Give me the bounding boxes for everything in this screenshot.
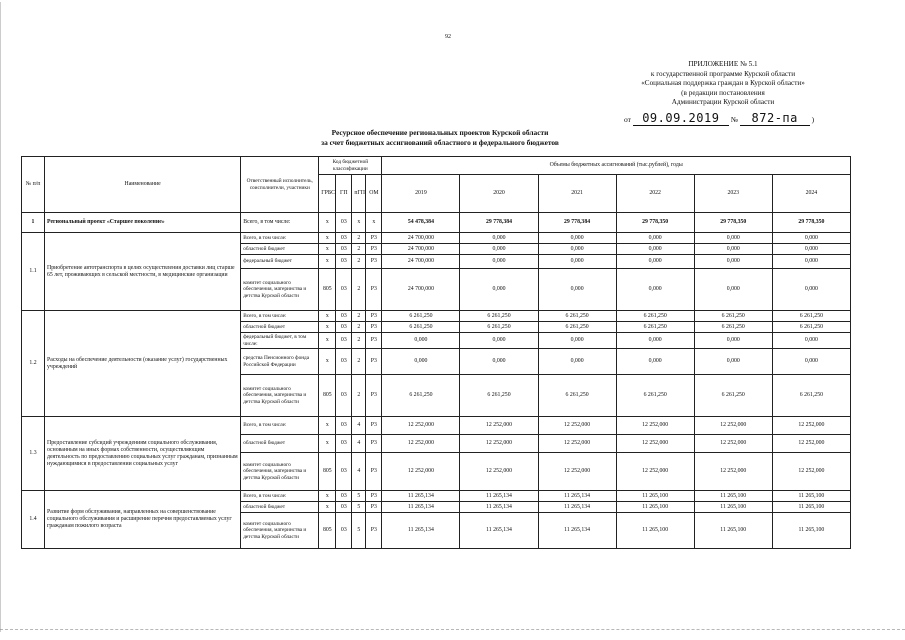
item-value: 0,000 bbox=[538, 255, 616, 269]
item-responsible: Всего, в том числе: bbox=[241, 417, 319, 435]
item-value: 6 261,250 bbox=[538, 322, 616, 333]
scan-edge-line bbox=[0, 2, 4, 632]
item-value: 0,000 bbox=[460, 269, 538, 311]
item-code: x bbox=[319, 322, 336, 333]
item-value: 11 265,100 bbox=[772, 491, 850, 502]
item-code: 2 bbox=[352, 349, 366, 375]
item-value: 6 261,250 bbox=[616, 311, 694, 322]
item-value: 11 265,134 bbox=[460, 491, 538, 502]
item-code: 03 bbox=[336, 269, 352, 311]
project-code: 03 bbox=[336, 213, 352, 233]
item-value: 12 252,000 bbox=[460, 417, 538, 435]
item-value: 11 265,134 bbox=[382, 513, 460, 549]
item-code: x bbox=[319, 244, 336, 255]
item-responsible: областной бюджет bbox=[241, 502, 319, 513]
item-responsible: областной бюджет bbox=[241, 435, 319, 453]
item-value: 12 252,000 bbox=[460, 435, 538, 453]
item-value: 0,000 bbox=[616, 269, 694, 311]
project-value: 29 778,384 bbox=[538, 213, 616, 233]
item-responsible: комитет социального обеспечения, материнства и детства Курской области bbox=[241, 453, 319, 491]
item-value: 11 265,134 bbox=[538, 491, 616, 502]
item-value: 12 252,000 bbox=[616, 435, 694, 453]
item-value: 0,000 bbox=[460, 244, 538, 255]
item-code: x bbox=[319, 491, 336, 502]
item-num: 1.3 bbox=[22, 417, 45, 491]
item-value: 11 265,100 bbox=[616, 491, 694, 502]
item-code: P3 bbox=[366, 255, 382, 269]
table-row bbox=[22, 417, 851, 435]
item-value: 0,000 bbox=[616, 333, 694, 349]
item-code: 805 bbox=[319, 269, 336, 311]
item-value: 0,000 bbox=[616, 349, 694, 375]
item-code: P3 bbox=[366, 311, 382, 322]
header-code-om: ОМ bbox=[366, 175, 382, 213]
item-value: 11 265,100 bbox=[772, 502, 850, 513]
item-value: 6 261,250 bbox=[772, 322, 850, 333]
order-from-label: от bbox=[624, 115, 631, 124]
appendix-line: к государственной программе Курской области bbox=[650, 69, 796, 78]
item-value: 0,000 bbox=[382, 333, 460, 349]
table-row bbox=[22, 311, 851, 322]
item-code: 03 bbox=[336, 453, 352, 491]
item-num: 1.2 bbox=[22, 311, 45, 417]
item-code: 2 bbox=[352, 269, 366, 311]
document-title-line: Ресурсное обеспечение региональных проектов Курской области bbox=[331, 128, 549, 137]
item-value: 0,000 bbox=[694, 244, 772, 255]
item-value: 0,000 bbox=[538, 349, 616, 375]
item-value: 6 261,250 bbox=[694, 375, 772, 417]
item-code: 805 bbox=[319, 513, 336, 549]
item-responsible: комитет социального обеспечения, материнства и детства Курской области bbox=[241, 513, 319, 549]
item-value: 6 261,250 bbox=[694, 322, 772, 333]
item-value: 0,000 bbox=[616, 233, 694, 244]
document-title-line: за счет бюджетных ассигнований областного и федерального бюджетов bbox=[321, 137, 559, 147]
item-value: 12 252,000 bbox=[382, 417, 460, 435]
item-code: P3 bbox=[366, 453, 382, 491]
header-name: Наименование bbox=[45, 157, 241, 213]
item-value: 0,000 bbox=[460, 233, 538, 244]
appendix-header bbox=[598, 60, 848, 108]
item-value: 0,000 bbox=[382, 349, 460, 375]
item-code: P3 bbox=[366, 322, 382, 333]
project-value: 54 478,384 bbox=[382, 213, 460, 233]
item-code: P3 bbox=[366, 333, 382, 349]
item-code: 03 bbox=[336, 255, 352, 269]
item-code: 03 bbox=[336, 349, 352, 375]
item-responsible: Всего, в том числе: bbox=[241, 233, 319, 244]
header-year: 2024 bbox=[772, 175, 850, 213]
item-code: 2 bbox=[352, 311, 366, 322]
item-code: 2 bbox=[352, 244, 366, 255]
item-code: 03 bbox=[336, 333, 352, 349]
item-value: 0,000 bbox=[694, 349, 772, 375]
item-value: 6 261,250 bbox=[382, 375, 460, 417]
item-value: 0,000 bbox=[616, 255, 694, 269]
order-number: 872-па bbox=[751, 111, 798, 125]
item-value: 24 700,000 bbox=[382, 233, 460, 244]
item-value: 6 261,250 bbox=[460, 322, 538, 333]
item-value: 6 261,250 bbox=[382, 311, 460, 322]
item-value: 12 252,000 bbox=[694, 435, 772, 453]
item-code: x bbox=[319, 349, 336, 375]
item-code: P3 bbox=[366, 435, 382, 453]
item-value: 12 252,000 bbox=[616, 417, 694, 435]
item-value: 12 252,000 bbox=[772, 417, 850, 435]
item-value: 24 700,000 bbox=[382, 255, 460, 269]
item-value: 11 265,134 bbox=[382, 502, 460, 513]
item-code: 4 bbox=[352, 417, 366, 435]
item-value: 0,000 bbox=[694, 233, 772, 244]
item-value: 11 265,100 bbox=[694, 513, 772, 549]
item-code: P3 bbox=[366, 269, 382, 311]
appendix-line: «Социальная поддержка граждан в Курской области» bbox=[641, 79, 805, 88]
item-name: Предоставление субсидий учреждениям социального обслуживания, основанным на иных формах собственности, осуществляющим деятельность по предоставлению социальных услуг гражданам, признанным нуждающимися в предоставлении социальных услуг bbox=[45, 417, 241, 491]
item-responsible: областной бюджет bbox=[241, 322, 319, 333]
item-value: 12 252,000 bbox=[382, 453, 460, 491]
item-code: P3 bbox=[366, 375, 382, 417]
item-code: x bbox=[319, 311, 336, 322]
item-code: x bbox=[319, 417, 336, 435]
item-code: x bbox=[319, 233, 336, 244]
item-value: 12 252,000 bbox=[382, 435, 460, 453]
project-value: 29 778,384 bbox=[460, 213, 538, 233]
header-responsible: Ответственный исполнитель, соисполнители, участники bbox=[241, 157, 319, 213]
item-value: 0,000 bbox=[694, 269, 772, 311]
project-num: 1 bbox=[22, 213, 45, 233]
item-code: 03 bbox=[336, 375, 352, 417]
item-code: 2 bbox=[352, 322, 366, 333]
header-year: 2020 bbox=[460, 175, 538, 213]
item-responsible: федеральный бюджет bbox=[241, 255, 319, 269]
item-value: 0,000 bbox=[772, 233, 850, 244]
item-code: 03 bbox=[336, 244, 352, 255]
item-value: 12 252,000 bbox=[616, 453, 694, 491]
item-code: 2 bbox=[352, 233, 366, 244]
item-code: 4 bbox=[352, 435, 366, 453]
item-value: 0,000 bbox=[616, 244, 694, 255]
item-value: 11 265,134 bbox=[460, 513, 538, 549]
item-code: x bbox=[319, 333, 336, 349]
item-responsible: комитет социального обеспечения, материнства и детства Курской области bbox=[241, 269, 319, 311]
item-code: 03 bbox=[336, 322, 352, 333]
item-code: P3 bbox=[366, 244, 382, 255]
item-code: 03 bbox=[336, 417, 352, 435]
item-value: 0,000 bbox=[538, 269, 616, 311]
item-code: 2 bbox=[352, 255, 366, 269]
item-value: 0,000 bbox=[772, 269, 850, 311]
scan-footer-line bbox=[0, 629, 905, 630]
item-code: x bbox=[319, 502, 336, 513]
appendix-line: Администрации Курской области bbox=[671, 98, 775, 107]
item-code: 03 bbox=[336, 502, 352, 513]
table-row bbox=[22, 233, 851, 244]
item-value: 6 261,250 bbox=[772, 375, 850, 417]
table-row bbox=[22, 491, 851, 502]
order-number-label: № bbox=[730, 115, 738, 124]
item-value: 6 261,250 bbox=[616, 322, 694, 333]
item-value: 6 261,250 bbox=[538, 375, 616, 417]
item-value: 6 261,250 bbox=[772, 311, 850, 322]
item-value: 11 265,134 bbox=[460, 502, 538, 513]
item-code: P3 bbox=[366, 491, 382, 502]
project-resp: Всего, в том числе: bbox=[241, 213, 319, 233]
appendix-line: (в редакции постановления bbox=[681, 88, 765, 97]
item-code: 5 bbox=[352, 502, 366, 513]
order-close-paren: ) bbox=[811, 115, 815, 124]
item-value: 0,000 bbox=[460, 255, 538, 269]
item-value: 24 700,000 bbox=[382, 269, 460, 311]
item-responsible: федеральный бюджет, в том числе: bbox=[241, 333, 319, 349]
item-code: x bbox=[319, 435, 336, 453]
item-value: 12 252,000 bbox=[772, 435, 850, 453]
item-code: 03 bbox=[336, 513, 352, 549]
item-num: 1.4 bbox=[22, 491, 45, 549]
header-year: 2022 bbox=[616, 175, 694, 213]
item-value: 0,000 bbox=[538, 233, 616, 244]
item-responsible: Всего, в том числе: bbox=[241, 311, 319, 322]
item-code: 03 bbox=[336, 233, 352, 244]
item-code: 5 bbox=[352, 513, 366, 549]
item-value: 11 265,100 bbox=[772, 513, 850, 549]
item-responsible: комитет социального обеспечения, материнства и детства Курской области bbox=[241, 375, 319, 417]
resource-table bbox=[21, 156, 851, 549]
item-value: 12 252,000 bbox=[694, 417, 772, 435]
item-code: P3 bbox=[366, 513, 382, 549]
header-year: 2019 bbox=[382, 175, 460, 213]
item-value: 6 261,250 bbox=[460, 375, 538, 417]
header-code-group: Код бюджетной классификации bbox=[319, 157, 382, 175]
project-value: 29 778,350 bbox=[616, 213, 694, 233]
item-value: 11 265,100 bbox=[616, 513, 694, 549]
item-value: 12 252,000 bbox=[538, 435, 616, 453]
item-name: Расходы на обеспечение деятельности (оказание услуг) государственных учреждений bbox=[45, 311, 241, 417]
document-title bbox=[240, 128, 640, 147]
item-code: 2 bbox=[352, 375, 366, 417]
item-value: 12 252,000 bbox=[538, 417, 616, 435]
item-responsible: областной бюджет bbox=[241, 244, 319, 255]
item-value: 6 261,250 bbox=[694, 311, 772, 322]
appendix-title: ПРИЛОЖЕНИЕ № 5.1 bbox=[688, 60, 758, 68]
header-volume-group: Объемы бюджетных ассигнований (тыс.рублей), годы bbox=[382, 157, 851, 175]
item-code: P3 bbox=[366, 502, 382, 513]
item-value: 0,000 bbox=[694, 255, 772, 269]
item-code: 03 bbox=[336, 311, 352, 322]
item-value: 0,000 bbox=[460, 349, 538, 375]
project-name: Региональный проект «Старшее поколение» bbox=[45, 213, 241, 233]
item-responsible: средства Пенсионного фонда Российской Федерации bbox=[241, 349, 319, 375]
project-code: x bbox=[366, 213, 382, 233]
item-value: 6 261,250 bbox=[538, 311, 616, 322]
item-value: 6 261,250 bbox=[460, 311, 538, 322]
item-value: 11 265,134 bbox=[382, 491, 460, 502]
item-responsible: Всего, в том числе: bbox=[241, 491, 319, 502]
page-number: 92 bbox=[445, 34, 451, 40]
item-code: P3 bbox=[366, 233, 382, 244]
item-code: 805 bbox=[319, 453, 336, 491]
item-value: 0,000 bbox=[694, 333, 772, 349]
item-value: 11 265,134 bbox=[538, 513, 616, 549]
project-value: 29 778,350 bbox=[694, 213, 772, 233]
item-value: 0,000 bbox=[772, 349, 850, 375]
item-code: 5 bbox=[352, 491, 366, 502]
order-date: 09.09.2019 bbox=[642, 111, 720, 125]
project-code: x bbox=[319, 213, 336, 233]
item-value: 12 252,000 bbox=[694, 453, 772, 491]
header-year: 2021 bbox=[538, 175, 616, 213]
item-code: P3 bbox=[366, 417, 382, 435]
item-value: 11 265,100 bbox=[694, 502, 772, 513]
header-code-pgp: пГП bbox=[352, 175, 366, 213]
item-value: 0,000 bbox=[538, 244, 616, 255]
item-value: 12 252,000 bbox=[772, 453, 850, 491]
header-code-gp: ГП bbox=[336, 175, 352, 213]
item-num: 1.1 bbox=[22, 233, 45, 311]
item-value: 6 261,250 bbox=[382, 322, 460, 333]
header-num: № п/п bbox=[22, 157, 45, 213]
order-reference bbox=[624, 111, 814, 126]
item-value: 11 265,100 bbox=[616, 502, 694, 513]
header-code-grbs: ГРБС bbox=[319, 175, 336, 213]
item-value: 6 261,250 bbox=[616, 375, 694, 417]
header-year: 2023 bbox=[694, 175, 772, 213]
item-code: x bbox=[319, 255, 336, 269]
item-code: 2 bbox=[352, 333, 366, 349]
item-code: 03 bbox=[336, 435, 352, 453]
item-code: 03 bbox=[336, 491, 352, 502]
item-value: 0,000 bbox=[538, 333, 616, 349]
item-code: 805 bbox=[319, 375, 336, 417]
item-value: 11 265,134 bbox=[538, 502, 616, 513]
item-code: 4 bbox=[352, 453, 366, 491]
item-value: 0,000 bbox=[772, 255, 850, 269]
item-value: 0,000 bbox=[772, 244, 850, 255]
item-value: 0,000 bbox=[460, 333, 538, 349]
item-value: 0,000 bbox=[772, 333, 850, 349]
item-value: 24 700,000 bbox=[382, 244, 460, 255]
item-value: 12 252,000 bbox=[460, 453, 538, 491]
project-value: 29 778,350 bbox=[772, 213, 850, 233]
item-name: Развитие форм обслуживания, направленных на совершенствование социального обслуживания и расширение перечня предоставляемых услуг гражданам пожилого возраста bbox=[45, 491, 241, 549]
item-value: 12 252,000 bbox=[538, 453, 616, 491]
item-name: Приобретение автотранспорта в целях осуществления доставки лиц старше 65 лет, проживающих в сельской местности, в медицинские организации bbox=[45, 233, 241, 311]
item-code: P3 bbox=[366, 349, 382, 375]
project-code: x bbox=[352, 213, 366, 233]
item-value: 11 265,100 bbox=[694, 491, 772, 502]
